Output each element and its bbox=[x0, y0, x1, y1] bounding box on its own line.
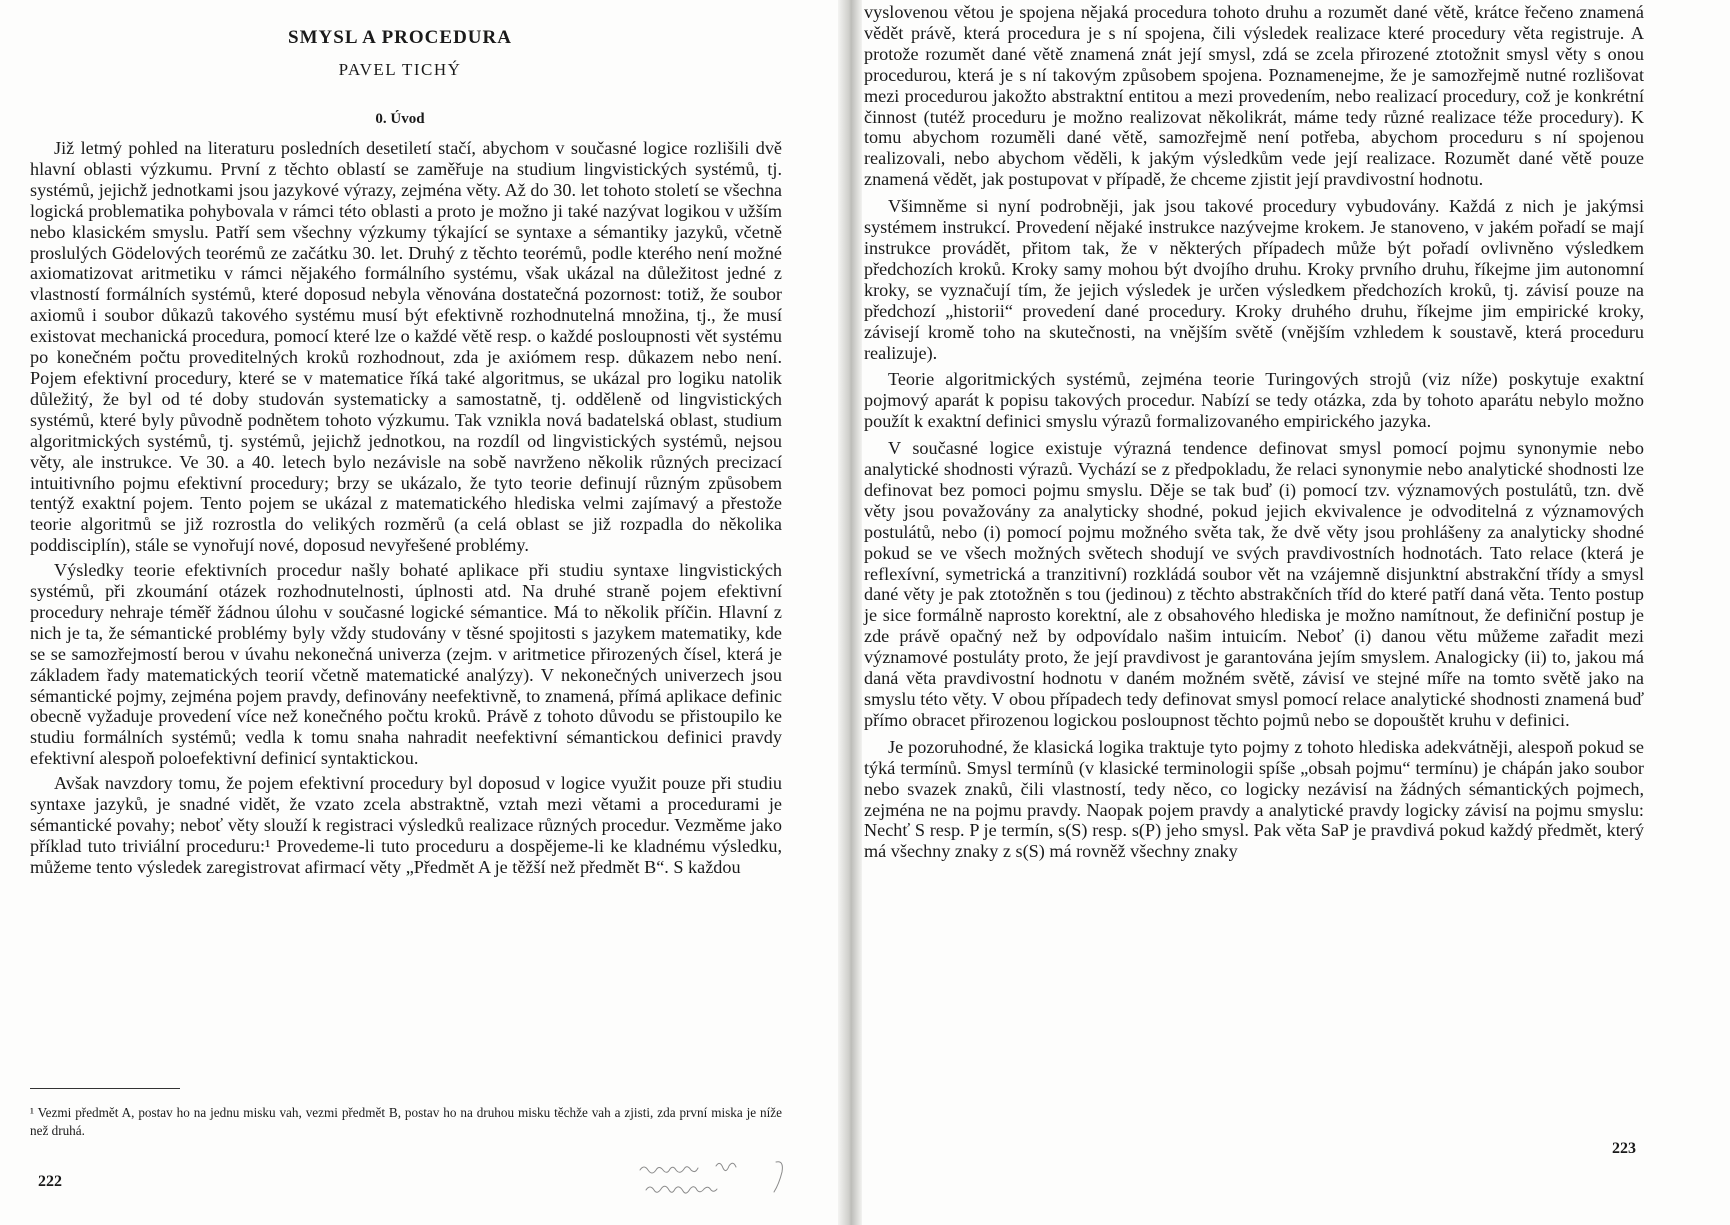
left-page bbox=[0, 0, 838, 1225]
paragraph: Je pozoruhodné, že klasická logika traktuje tyto pojmy z tohoto hlediska adekvátněji, alespoň pokud se týká termínů. Smysl termínů (v klasické terminologii spíše „obsah pojmu“ termínu) je chápán jako soubor nebo svazek znaků, čili vlastností, tedy něco, co logicky nezávisí na žádných sémantických pojmech, zejména ne na pojmu pravdy. Naopak pojem pravdy a analytické pravdy logicky závisí na pojmu smyslu: Nechť S resp. P je termín, s(S) resp. s(P) jeho smysl. Pak věta SaP je pravdivá pokud každý předmět, který má všechny znaky z s(S) má rovněž všechny znaky bbox=[864, 736, 1644, 862]
paragraph: Avšak navzdory tomu, že pojem efektivní procedury byl doposud v logice využit pouze při studiu syntaxe jazyků, je snadné vidět, že vzato zcela abstraktně, vztah mezi větami a procedurami je sémantické povahy; neboť věty slouží k registraci výsledků realizace různých procedur. Vezměme jako příklad tuto triviální proceduru:¹ Provedeme-li tuto proceduru a dospějeme-li ke kladnému výsledku, můžeme tento výsledek zaregistrovat afirmací věty „Předmět A je těžší než předmět B“. S každou bbox=[30, 773, 782, 877]
footnote: ¹ Vezmi předmět A, postav ho na jednu misku vah, vezmi předmět B, postav ho na druhou misku těchže vah a zjisti, zda první miska je níže než druhá. bbox=[30, 1105, 782, 1138]
paragraph: V současné logice existuje výrazná tendence definovat smysl pomocí pojmu synonymie nebo analytické shodnosti výrazů. Vychází se z předpokladu, že relaci synonymie nebo analytické shodnosti lze definovat bez pomoci pojmu smyslu. Děje se tak buď (i) pomocí tzv. významových postulátů, tzn. dvě věty jsou považovány za analyticky shodné, pokud jejich ekvivalence je odvoditelná z významových postulátů, nebo (i) pomocí pojmu možného světa tak, že dvě věty jsou prohlášeny za analyticky shodné pokud se ve všech možných světech shodují ve svých pravdivostních hodnotách. Tato relace (která je reflexívní, symetrická a tranzitivní) rozkládá soubor vět na vzájemně disjunktní abstrakční třídy a smysl dané věty je pak ztotožněn s tou (jedinou) z těchto abstrakčních tříd do které patří daná věta. Tento postup je sice formálně naprosto korektní, ale z obsahového hlediska je možno namítnout, že definiční postup je zde právě opačný než by odpovídalo našim intuicím. Neboť (i) danou větu můžeme zařadit mezi významové postuláty proto, že její pravdivost je garantována jejím smyslem. Analogicky (ii) to, jakou má daná věta pravdivostní hodnotu v daném možném světě, závisí ve stejné míře na tomto světě jako na smyslu této věty. V obou případech tedy definovat smysl pomocí relace analytické shodnosti znamená buď přímo obracet přirozenou logickou posloupnost těchto pojmů nebo se dopouštět kruhu v definici. bbox=[864, 438, 1644, 730]
paragraph: Teorie algoritmických systémů, zejména teorie Turingových strojů (viz níže) poskytuje exaktní pojmový aparát k popisu takových procedur. Nabízí se tedy otázka, zda by tohoto aparátu nebylo možno použít k exaktní definici smyslu výrazů formalizovaného empirického jazyka. bbox=[864, 369, 1644, 432]
section-heading: 0. Úvod bbox=[375, 111, 425, 127]
book-gutter bbox=[838, 0, 862, 1225]
footnote-rule bbox=[30, 1088, 180, 1089]
paragraph: Všimněme si nyní podrobněji, jak jsou takové procedury vybudovány. Každá z nich je jakýmsi systémem instrukcí. Provedení nějaké instrukce nazývejme krokem. Je stanoveno, v jakém pořadí se mají instrukce provádět, přitom tak, že v některých případech může být pořadí ovlivněno výsledkem předchozích kroků. Kroky samy mohou být dvojího druhu. Kroky prvního druhu, říkejme jim autonomní kroky, se vyznačují tím, že jejich výsledek je určen výsledkem předchozích kroků, tj. závisí pouze na předchozí „historii“ provedení dané procedury. Kroky druhého druhu, říkejme jim empirické kroky, závisejí kromě toho na skutečnosti, na vnějším světě (vnějším vzhledem k soustavě, která proceduru realizuje). bbox=[864, 196, 1644, 363]
article-author: PAVEL TICHÝ bbox=[338, 60, 462, 79]
paragraph: Výsledky teorie efektivních procedur našly bohaté aplikace při studiu syntaxe lingvistických systémů, při zkoumání otázek rozhodnutelnosti, úplnosti atd. Na druhé straně pojem efektivní procedury nehraje téměř žádnou úlohu v současné logické sémantice. Má to několik příčin. Hlavní z nich je ta, že sémantické problémy byly vždy studovány v těsné spojitosti s jazykem matematiky, kde se se samozřejmostí berou v úvahu nekonečná univerza (zejm. v aritmetice přirozených čísel, která je základem řady matematických teorií včetně matematické analýzy). V nekonečných univerzech jsou sémantické pojmy, zejména pojem pravdy, definovány neefektivně, to znamená, přímá aplikace definic obecně vyžaduje provedení více než konečného počtu kroků. Právě z tohoto důvodu se přistoupilo ke studiu formálních systémů; vedla k tomu snaha nahradit neefektivní sémantickou definici pravdy efektivní alespoň poloefektivní definicí syntaktickou. bbox=[30, 560, 782, 769]
paragraph: Již letmý pohled na literaturu posledních desetiletí stačí, abychom v současné logice rozlišili dvě hlavní oblasti výzkumu. První z těchto oblastí se zaměřuje na studium lingvistických systémů, tj. systémů, jejichž jednotkami jsou jazykové výrazy, zejména věty. Až do 30. let tohoto století se všechna logická problematika pohybovala v rámci této oblasti a proto je možno ji také nazývat logikou v užším nebo klasickém smyslu. Patří sem všechny výzkumy týkající se syntaxe a sémantiky jazyků, včetně proslulých Gödelových teorémů ze začátku 30. let. Druhý z těchto teorémů, podle kterého není možné axiomatizovat aritmetiku v rámci nějakého formálního systému, však ukázal na důležitost jedné z vlastností formálních systémů, které doposud nebyla věnována dostatečná pozornost: totiž, že soubor axiomů i soubor důkazů takového systému musí být efektivně rozhodnutelná množina, tj., že musí existovat mechanická procedura, pomocí které lze o každé větě resp. o každé posloupnosti vět systému po konečném počtu proveditelných kroků rozhodnout, zda je axiómem resp. důkazem nebo není. Pojem efektivní procedury, které se v matematice říká také algoritmus, se ukázal pro logiku natolik důležitý, že byl od té doby studován systematicky a samostatně, tj. odděleně od lingvistických systémů, které byly původně podnětem tohoto výzkumu. Tak vznikla nová badatelská oblast, studium algoritmických systémů, tj. systémů, jejichž jednotkou, na rozdíl od lingvistických systémů, nejsou věty, ale instrukce. Ve 30. a 40. letech bylo nezávisle na sobě navrženo několik různých precizací intuitivního pojmu efektivní procedury; brzy se ukázalo, že tyto teorie definují různým způsobem tentýž exaktní pojem. Tento pojem se ukázal z matematického hlediska velmi zajímavý a přestože teorie algoritmů se již rozrostla do velikých rozměrů (a celá oblast se již rozpadla do několika poddisciplín), stále se vynořují nové, doposud nevyřešené problémy. bbox=[30, 138, 782, 556]
handwritten-note-icon bbox=[636, 1158, 826, 1202]
left-body-text bbox=[30, 138, 782, 882]
page-number-left: 222 bbox=[38, 1173, 62, 1190]
right-page bbox=[862, 0, 1730, 1225]
paragraph: vyslovenou větou je spojena nějaká procedura tohoto druhu a rozumět dané větě, krátce řečeno znamená vědět právě, která procedura je s ní spojena, čili výsledek realizace které procedury věta registruje. A protože rozumět dané větě znamená znát její smysl, zdá se zcela přirozené ztotožnit smysl věty s onou procedurou, která je s ní takovým způsobem spojena. Poznamenejme, že je samozřejmě nutné rozlišovat mezi procedurou jakožto abstraktní entitou a mezi provedením, nebo realizací procedury, což je konkrétní činnost (tutéž proceduru je možno realizovat několikrát, máme tedy různé realizace téže procedury). K tomu abychom rozuměli dané větě, samozřejmě není potřeba, abychom proceduru s ní spojenou realizovali, nebo abychom věděli, k jakým výsledkům vede její realizace. Rozumět dané větě pouze znamená vědět, jak postupovat v případě, že chceme zjistit její pravdivostní hodnotu. bbox=[864, 2, 1644, 190]
page-number-right: 223 bbox=[1612, 1140, 1636, 1157]
right-body-text bbox=[864, 2, 1644, 868]
article-title: SMYSL A PROCEDURA bbox=[288, 27, 512, 48]
